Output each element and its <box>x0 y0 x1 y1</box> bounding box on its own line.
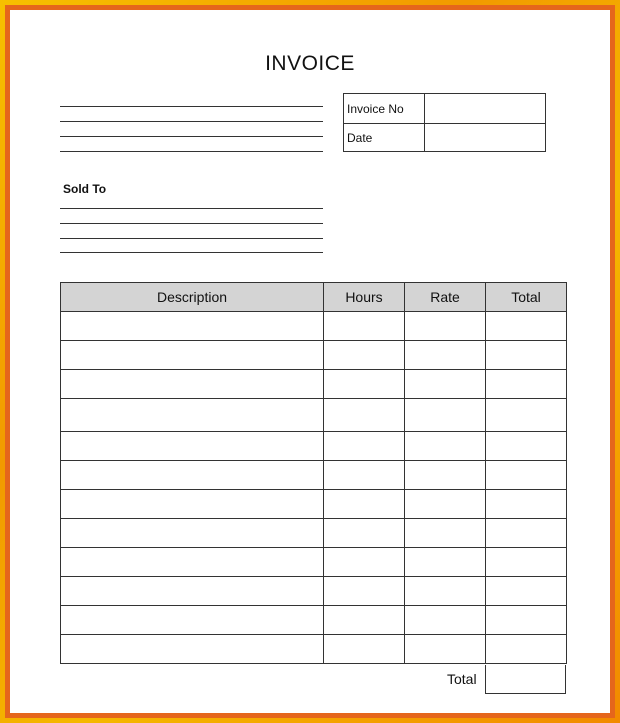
table-row <box>61 399 567 432</box>
cell-total[interactable] <box>486 606 567 635</box>
cell-rate[interactable] <box>405 312 486 341</box>
cell-rate[interactable] <box>405 399 486 432</box>
cell-hours[interactable] <box>324 432 405 461</box>
cell-description[interactable] <box>61 635 324 664</box>
sold-to-label: Sold To <box>63 182 107 196</box>
invoice-info-box <box>343 93 546 152</box>
table-row <box>61 370 567 399</box>
cell-hours[interactable] <box>324 399 405 432</box>
table-row <box>61 341 567 370</box>
sold-to-line-1[interactable] <box>60 208 323 209</box>
cell-hours[interactable] <box>324 490 405 519</box>
sold-to-line-3[interactable] <box>60 238 323 239</box>
cell-hours[interactable] <box>324 606 405 635</box>
cell-hours[interactable] <box>324 312 405 341</box>
cell-description[interactable] <box>61 341 324 370</box>
cell-total[interactable] <box>486 370 567 399</box>
table-row <box>61 519 567 548</box>
header-total: Total <box>486 283 567 312</box>
cell-rate[interactable] <box>405 341 486 370</box>
seller-line-4[interactable] <box>60 151 323 152</box>
table-row <box>61 432 567 461</box>
cell-rate[interactable] <box>405 606 486 635</box>
cell-total[interactable] <box>486 461 567 490</box>
date-label: Date <box>344 123 425 151</box>
table-row <box>61 548 567 577</box>
cell-total[interactable] <box>486 577 567 606</box>
seller-line-3[interactable] <box>60 136 323 137</box>
invoice-no-field[interactable] <box>426 94 545 123</box>
line-items-table <box>60 282 567 664</box>
cell-total[interactable] <box>486 399 567 432</box>
cell-total[interactable] <box>486 490 567 519</box>
sold-to-line-2[interactable] <box>60 223 323 224</box>
cell-rate[interactable] <box>405 548 486 577</box>
cell-description[interactable] <box>61 461 324 490</box>
cell-rate[interactable] <box>405 461 486 490</box>
cell-hours[interactable] <box>324 341 405 370</box>
cell-hours[interactable] <box>324 635 405 664</box>
cell-hours[interactable] <box>324 461 405 490</box>
table-row <box>61 312 567 341</box>
sold-to-line-4[interactable] <box>60 252 323 253</box>
cell-description[interactable] <box>61 519 324 548</box>
cell-description[interactable] <box>61 399 324 432</box>
table-row <box>61 577 567 606</box>
cell-description[interactable] <box>61 606 324 635</box>
seller-line-2[interactable] <box>60 121 323 122</box>
cell-rate[interactable] <box>405 432 486 461</box>
cell-hours[interactable] <box>324 519 405 548</box>
cell-description[interactable] <box>61 577 324 606</box>
cell-total[interactable] <box>486 635 567 664</box>
table-row <box>61 635 567 664</box>
cell-hours[interactable] <box>324 577 405 606</box>
invoice-no-label: Invoice No <box>344 94 425 123</box>
cell-description[interactable] <box>61 312 324 341</box>
cell-hours[interactable] <box>324 548 405 577</box>
page-title: INVOICE <box>265 52 355 75</box>
table-row <box>61 490 567 519</box>
seller-line-1[interactable] <box>60 106 323 107</box>
cell-rate[interactable] <box>405 519 486 548</box>
invoice-page <box>10 10 610 713</box>
cell-hours[interactable] <box>324 370 405 399</box>
date-field[interactable] <box>426 123 545 151</box>
header-hours: Hours <box>324 283 405 312</box>
cell-description[interactable] <box>61 548 324 577</box>
invoice-no-row <box>344 94 545 124</box>
grand-total-field[interactable] <box>485 665 566 694</box>
table-row <box>61 606 567 635</box>
table-row <box>61 461 567 490</box>
date-row <box>344 123 545 151</box>
header-rate: Rate <box>405 283 486 312</box>
cell-rate[interactable] <box>405 577 486 606</box>
cell-total[interactable] <box>486 548 567 577</box>
cell-total[interactable] <box>486 312 567 341</box>
cell-description[interactable] <box>61 370 324 399</box>
grand-total-label: Total <box>447 671 477 687</box>
cell-total[interactable] <box>486 519 567 548</box>
table-header-row <box>61 283 567 312</box>
header-description: Description <box>61 283 324 312</box>
cell-rate[interactable] <box>405 370 486 399</box>
cell-total[interactable] <box>486 432 567 461</box>
cell-description[interactable] <box>61 490 324 519</box>
cell-rate[interactable] <box>405 490 486 519</box>
cell-total[interactable] <box>486 341 567 370</box>
table-body <box>61 312 567 664</box>
cell-description[interactable] <box>61 432 324 461</box>
cell-rate[interactable] <box>405 635 486 664</box>
